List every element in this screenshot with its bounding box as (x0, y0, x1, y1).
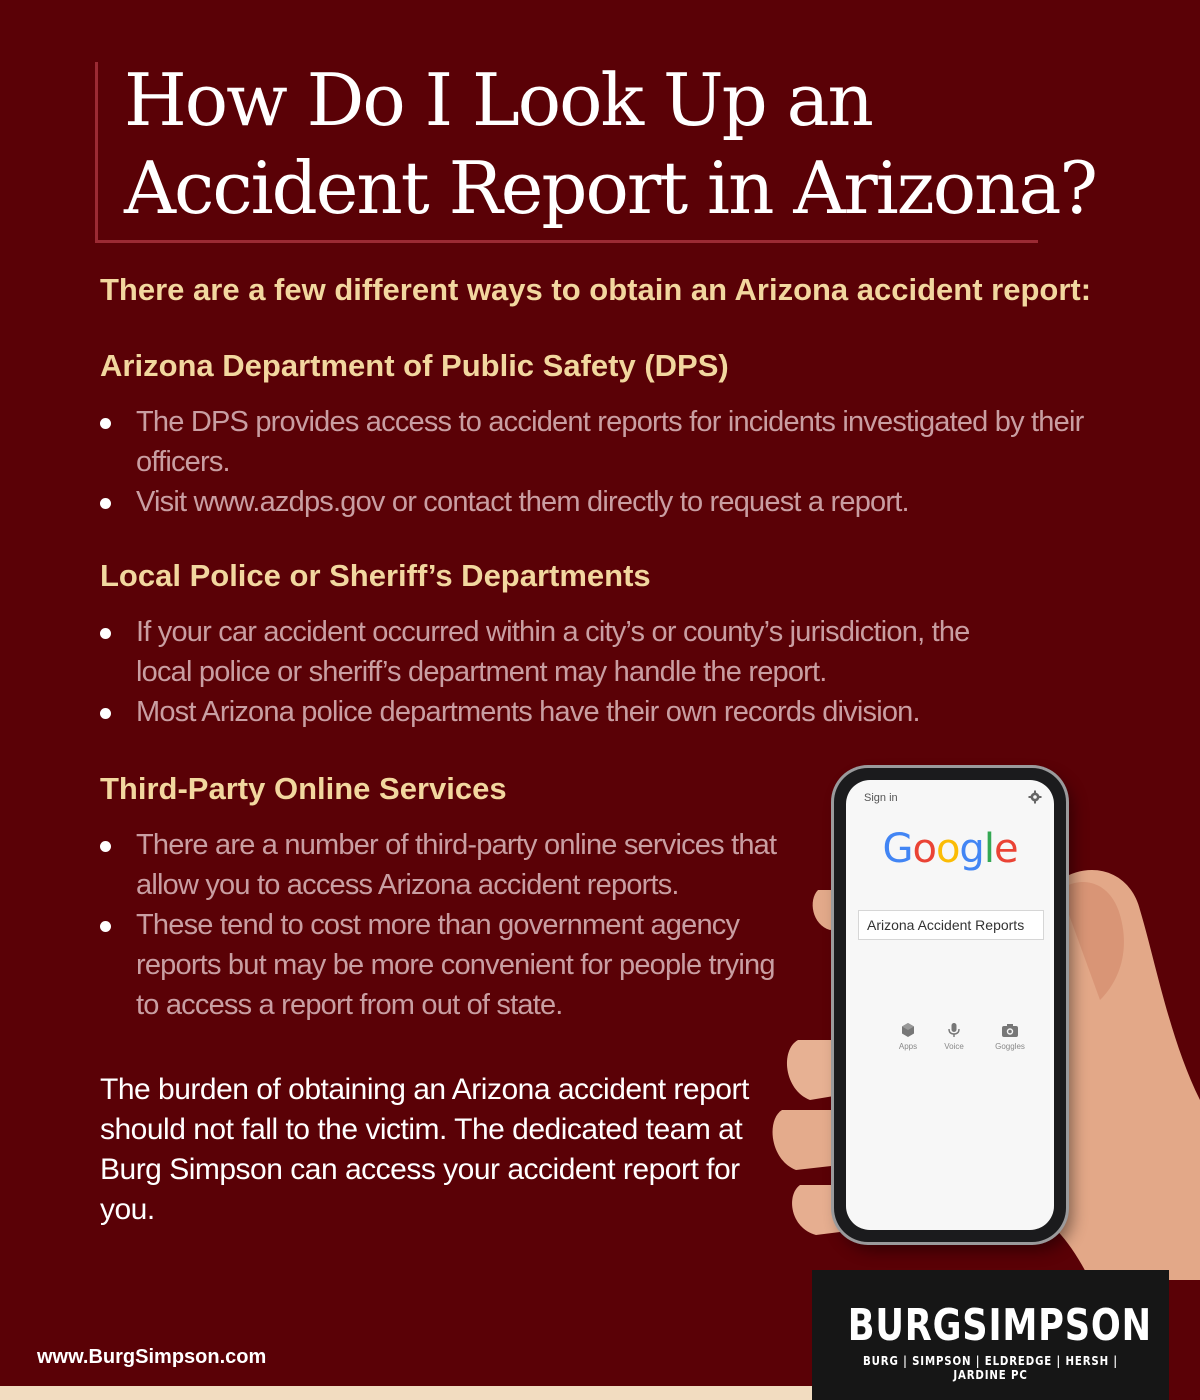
list-item: If your car accident occurred within a city’s or county’s jurisdiction, the local police or sheriff’s department may handle the report. (100, 612, 1000, 692)
section-heading-local-police: Local Police or Sheriff’s Departments (100, 558, 651, 593)
voice-button[interactable] (934, 1022, 974, 1051)
camera-icon (1001, 1022, 1019, 1038)
google-logo: Google (882, 826, 1018, 872)
section-heading-third-party: Third-Party Online Services (100, 771, 507, 806)
intro-text: There are a few different ways to obtain an Arizona accident report: (100, 272, 1092, 307)
page-title (124, 56, 1096, 232)
page-title-line-1: How Do I Look Up an (124, 58, 872, 142)
goggles-label: Goggles (995, 1042, 1025, 1051)
apps-button[interactable] (888, 1022, 928, 1051)
apps-label: Apps (898, 1042, 918, 1051)
bullet-list-third-party (100, 825, 780, 1025)
closing-paragraph: The burden of obtaining an Arizona accident report should not fall to the victim. The dedicated team at Burg Simpson can access your accident report for you. (100, 1073, 749, 1226)
list-item: Most Arizona police departments have their own records division. (100, 692, 1000, 732)
goggles-button[interactable] (990, 1022, 1030, 1051)
logo-tagline: BURG | SIMPSON | ELDREDGE | HERSH | JARDINE PC (863, 1354, 1118, 1382)
list-item: These tend to cost more than government agency reports but may be more convenient for people trying to access a report from out of state. (100, 905, 780, 1025)
website-link[interactable]: www.BurgSimpson.com (37, 1346, 267, 1368)
phone-screen (846, 780, 1054, 1230)
list-item: There are a number of third-party online services that allow you to access Arizona accident reports. (100, 825, 780, 905)
sign-in-link[interactable]: Sign in (864, 792, 898, 804)
microphone-icon (946, 1022, 962, 1038)
phone-mockup (834, 768, 1066, 1242)
search-input[interactable]: Arizona Accident Reports (858, 910, 1044, 940)
page-title-line-2: Accident Report in Arizona? (124, 146, 1096, 230)
list-item: The DPS provides access to accident reports for incidents investigated by their officers. (100, 402, 1090, 482)
gear-icon[interactable] (1028, 790, 1042, 804)
list-item: Visit www.azdps.gov or contact them directly to request a report. (100, 482, 1090, 522)
footer-strip (0, 1386, 812, 1400)
title-block (95, 58, 1096, 243)
cube-icon (900, 1022, 916, 1038)
bullet-list-dps (100, 402, 1090, 522)
voice-label: Voice (944, 1042, 964, 1051)
section-heading-dps: Arizona Department of Public Safety (DPS) (100, 348, 729, 383)
burgsimpson-logo (812, 1270, 1169, 1400)
logo-name: BURGSIMPSON (847, 1300, 1152, 1351)
bullet-list-local-police (100, 612, 1000, 732)
